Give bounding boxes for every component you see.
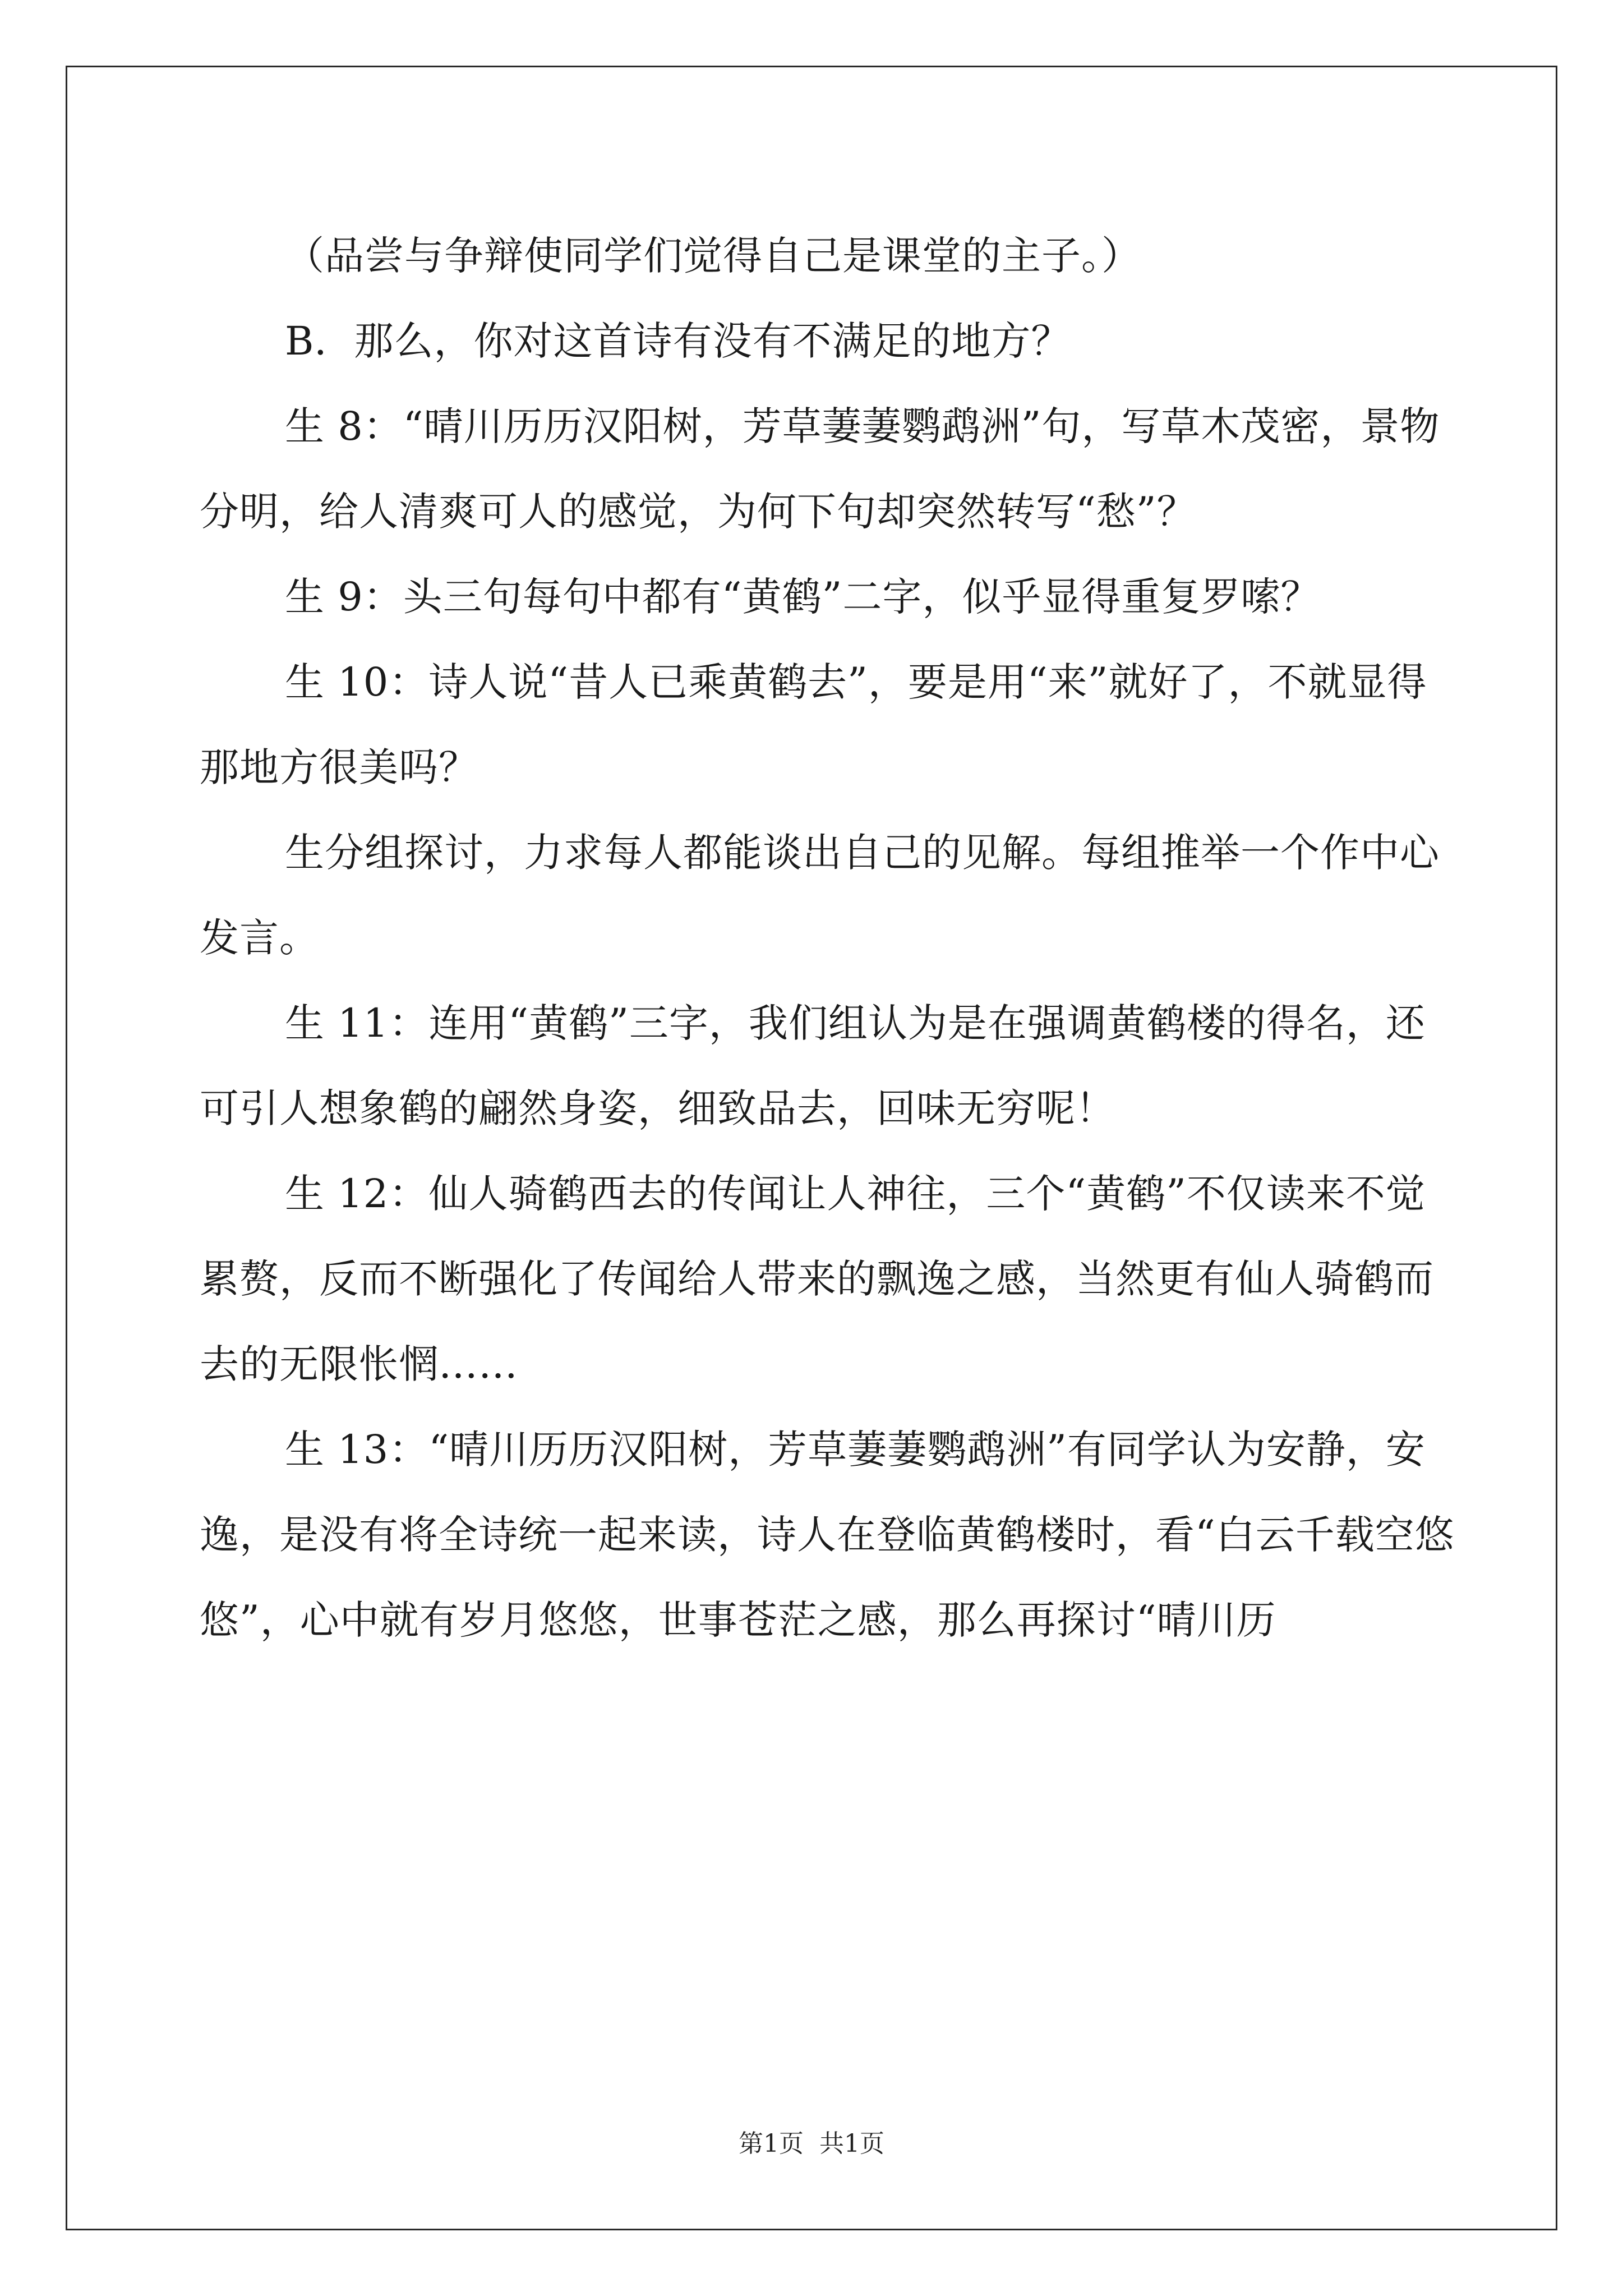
paragraph-4: 生 9：头三句每句中都有“黄鹤”二字，似乎显得重复罗嗦？ <box>285 574 1321 620</box>
paragraph-1: （品尝与争辩使同学们觉得自己是课堂的主子。） <box>285 233 1141 279</box>
page-total: 共1页 <box>819 2129 884 2158</box>
paragraph-6: 生分组探讨，力求每人都能谈出自己的见解。每组推举一个作中心发言。 <box>200 830 1440 961</box>
paragraph-7: 生 11：连用“黄鹤”三字，我们组认为是在强调黄鹤楼的得名，还可引人想象鹤的翩然身姿，细致品去，回味无穷呢！ <box>200 1000 1426 1131</box>
paragraph-5: 生 10：诗人说“昔人已乘黄鹤去”，要是用“来”就好了，不就显得那地方很美吗？ <box>200 659 1427 790</box>
paragraph-9: 生 13：“晴川历历汉阳树，芳草萋萋鹦鹉洲”有同学认为安静，安逸，是没有将全诗统一起来读，诗人在登临黄鹤楼时，看“白云千载空悠悠”，心中就有岁月悠悠，世事苍茫之感，那么再探讨“晴川历 <box>200 1427 1455 1643</box>
page-footer <box>0 2127 1623 2161</box>
paragraph-2: B．那么，你对这首诗有没有不满足的地方？ <box>285 318 1071 364</box>
paragraph-8: 生 12：仙人骑鹤西去的传闻让人神往，三个“黄鹤”不仅读来不觉累赘，反而不断强化了传闻给人带来的飘逸之感，当然更有仙人骑鹤而去的无限怅惘…… <box>200 1171 1434 1387</box>
page-number: 第1页 <box>739 2129 804 2158</box>
document-body <box>200 213 1456 1663</box>
paragraph-3: 生 8：“晴川历历汉阳树，芳草萋萋鹦鹉洲”句，写草木茂密，景物分明，给人清爽可人的感觉，为何下句却突然转写“愁”？ <box>200 403 1440 535</box>
